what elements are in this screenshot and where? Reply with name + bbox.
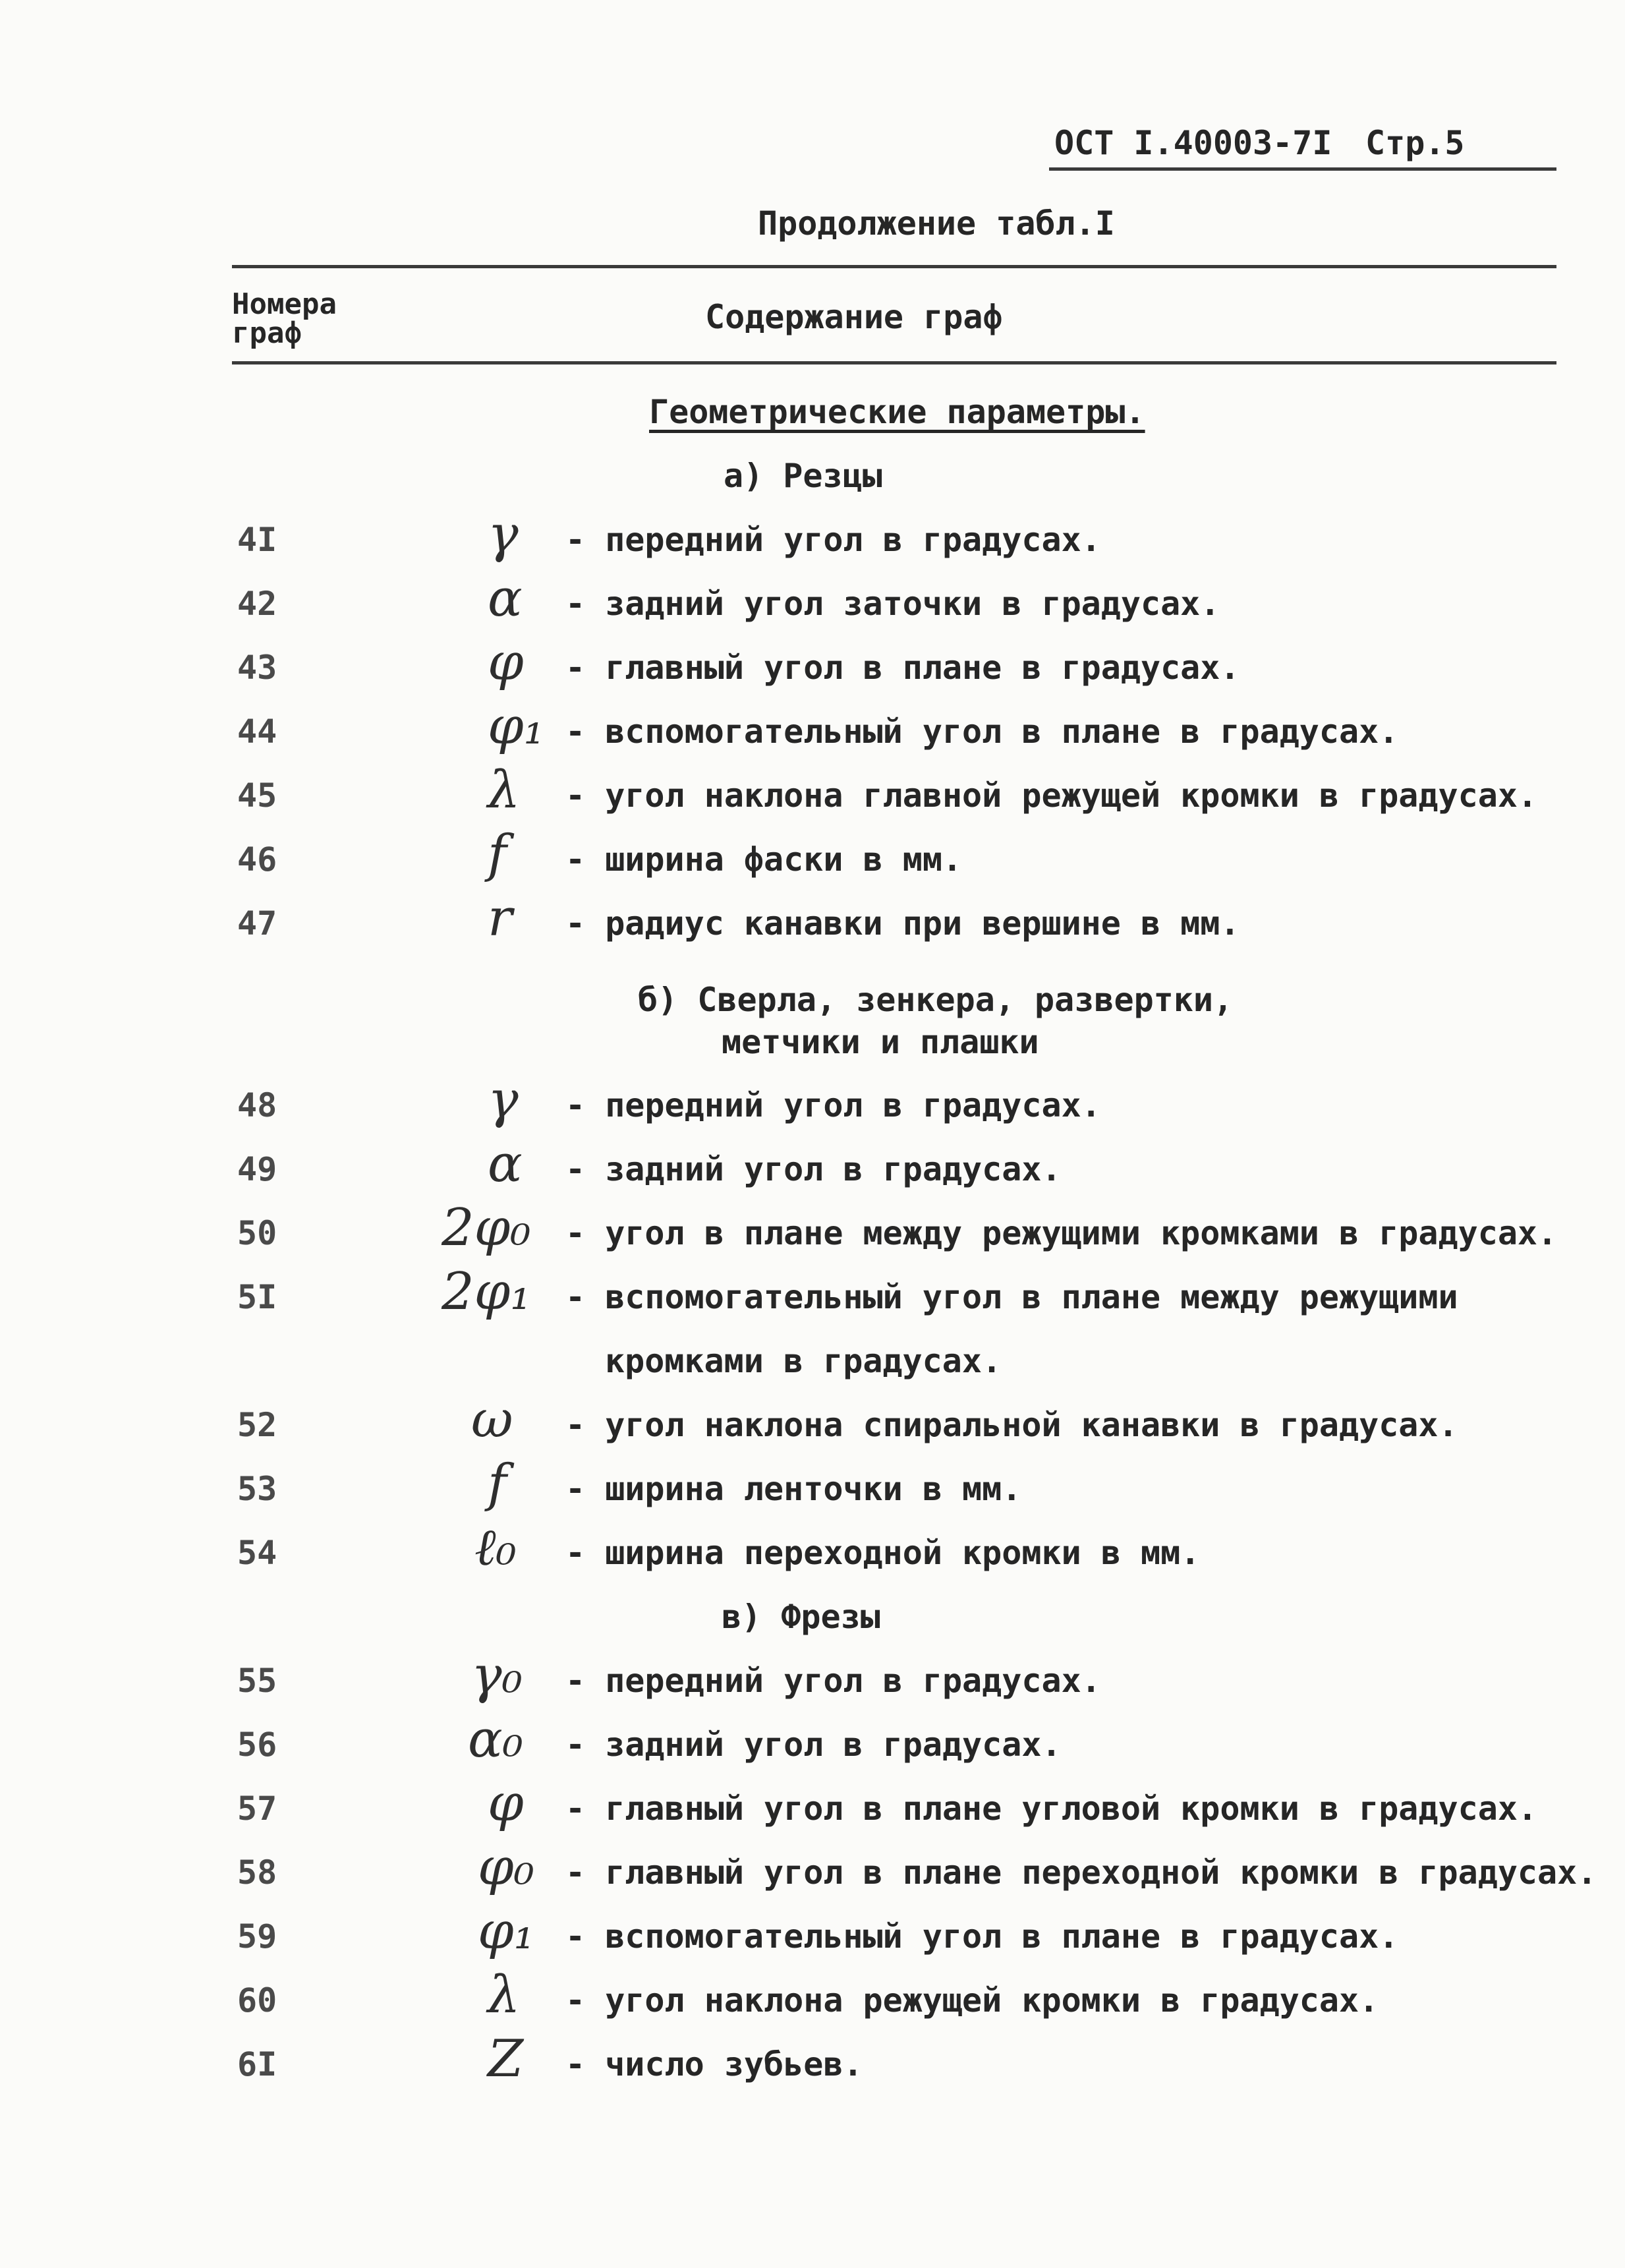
row-number: 58 [237,1853,277,1892]
row-description: - ширина переходной кромки в мм. [565,1534,1201,1572]
row-number: 5I [237,1278,277,1316]
section-title: Геометрические параметры. [649,393,1145,431]
table-head-rule [232,361,1556,364]
phi0-symbol: φ₀ [478,1838,534,1897]
gamma-symbol: γ [488,1070,519,1130]
l0-symbol: ℓ₀ [474,1518,517,1577]
two-phi0-symbol: 2φ₀ [442,1198,531,1258]
header-rule [1049,167,1556,171]
row-description: - число зубьев. [565,2045,863,2083]
row-description: - угол в плане между режущими кромками в градусах. [565,1214,1558,1252]
document-code: ОСТ I.40003-7I [1054,124,1332,162]
row-number: 46 [237,840,277,879]
row-description: - вспомогательный угол в плане в градусах. [565,712,1399,751]
row-number: 6I [237,2045,277,2083]
row-number: 57 [237,1789,277,1828]
row-number: 45 [237,776,277,815]
column-header-numbers: Номера граф [232,287,337,350]
row-description: - задний угол заточки в градусах. [565,585,1220,623]
row-number: 54 [237,1534,277,1572]
column-header-content: Содержание граф [705,298,1003,336]
row-description: - передний угол в градусах. [565,521,1101,559]
group-title-cutters: а) Резцы [724,457,882,495]
row-number: 52 [237,1406,277,1444]
phi1-symbol: φ₁ [478,1902,534,1961]
row-description: - задний угол в градусах. [565,1726,1062,1764]
row-number: 47 [237,904,277,943]
row-description: - ширина фаски в мм. [565,840,963,879]
row-number: 42 [237,585,277,623]
row-description: - задний угол в градусах. [565,1150,1062,1188]
row-number: 50 [237,1214,277,1252]
row-description: - вспомогательный угол в плане между режущими [565,1278,1458,1316]
row-number: 43 [237,649,277,687]
row-number: 4I [237,521,277,559]
gamma0-symbol: γ₀ [471,1646,523,1705]
row-number: 59 [237,1917,277,1956]
group-title-drills: б) Сверла, зенкера, развертки, [638,981,1234,1019]
lambda-symbol: λ [488,761,521,820]
r-symbol: r [488,888,513,948]
row-description: - радиус канавки при вершине в мм. [565,904,1240,943]
phi-symbol: φ [488,633,524,692]
alpha-symbol: α [488,569,523,628]
row-number: 56 [237,1726,277,1764]
phi1-symbol: φ₁ [488,697,544,756]
table-top-rule [232,265,1556,268]
group-title-mills: в) Фрезы [722,1598,880,1636]
row-description: - главный угол в плане в градусах. [565,649,1240,687]
row-description: - передний угол в градусах. [565,1086,1101,1124]
phi-symbol: φ [488,1774,524,1833]
f-symbol: f [488,1454,507,1513]
group-title-drills-line2: метчики и плашки [722,1023,1039,1061]
row-number: 48 [237,1086,277,1124]
row-description: - угол наклона спиральной канавки в градусах. [565,1406,1458,1444]
omega-symbol: ω [471,1390,513,1449]
row-number: 44 [237,712,277,751]
row-number: 49 [237,1150,277,1188]
table-caption: Продолжение табл.I [758,204,1115,243]
page-number: Стр.5 [1365,124,1465,162]
row-description: - угол наклона главной режущей кромки в градусах. [565,776,1538,815]
row-number: 60 [237,1981,277,2020]
f-symbol: f [488,825,507,884]
two-phi1-symbol: 2φ₁ [442,1262,531,1322]
z-symbol: Z [488,2029,524,2089]
row-description: - главный угол в плане переходной кромки в градусах. [565,1853,1597,1892]
gamma-symbol: γ [488,505,519,564]
row-description: - угол наклона режущей кромки в градусах. [565,1981,1379,2020]
row-description: - передний угол в градусах. [565,1662,1101,1700]
row-number: 53 [237,1470,277,1508]
row-description-continuation: кромками в градусах. [605,1342,1002,1380]
alpha0-symbol: α₀ [468,1710,523,1769]
alpha-symbol: α [488,1134,523,1194]
row-description: - ширина ленточки в мм. [565,1470,1022,1508]
lambda-symbol: λ [488,1965,521,2025]
row-description: - главный угол в плане угловой кромки в градусах. [565,1789,1538,1828]
row-number: 55 [237,1662,277,1700]
row-description: - вспомогательный угол в плане в градусах. [565,1917,1399,1956]
